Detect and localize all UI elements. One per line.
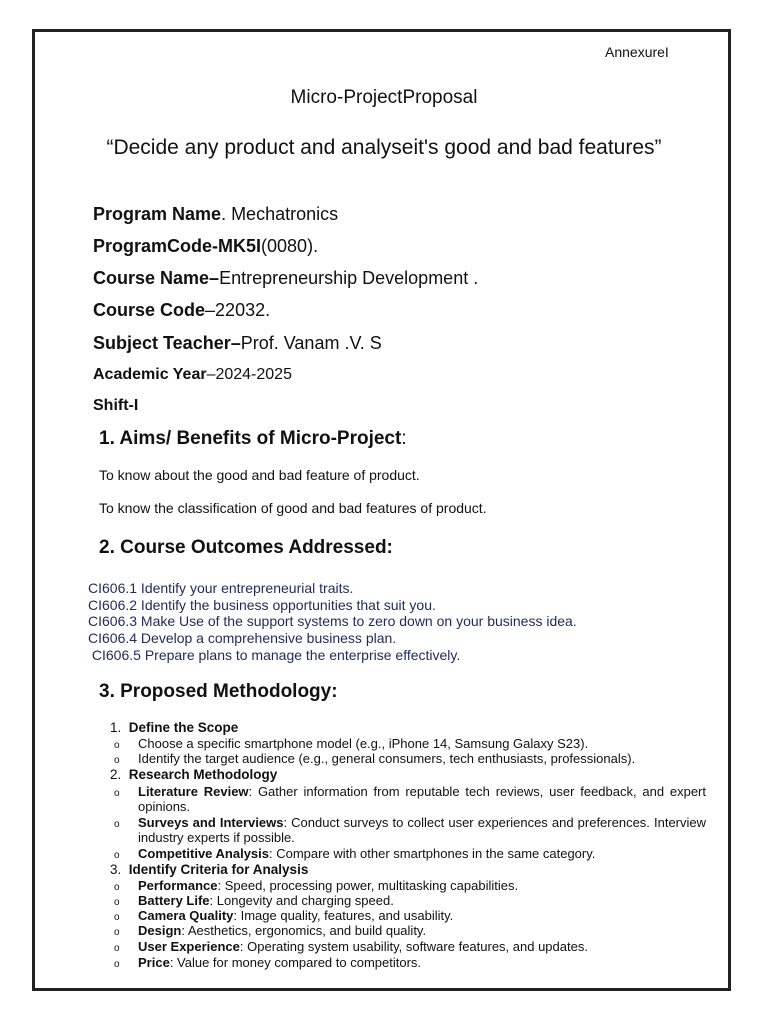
bullet-desc: : Conduct surveys to collect user experiences and preferences. Interview industry experts if possible. [138, 815, 707, 845]
outcome-item: CI606.5 Prepare plans to manage the enterprise effectively. [88, 647, 461, 663]
step-number: 2. [110, 767, 122, 782]
bullet-term: Battery Life [138, 893, 210, 908]
outcome-item: CI606.4 Develop a comprehensive business plan. [88, 630, 397, 646]
bullet-icon: o [114, 912, 120, 923]
annexure-label: AnnexureI [605, 44, 669, 60]
program-code-row [93, 236, 318, 257]
bullet-term: Literature Review [138, 784, 249, 799]
program-name-value: . Mechatronics [221, 204, 339, 224]
course-code-row [93, 300, 270, 321]
method-bullet: Identify the target audience (e.g., general consumers, tech enthusiasts, professionals). [138, 751, 636, 766]
bullet-desc: : Gather information from reputable tech reviews, user feedback, and expert opinions. [138, 784, 706, 814]
course-name-row [93, 268, 478, 289]
method-bullet [138, 815, 706, 845]
bullet-term: Surveys and Interviews [138, 815, 284, 830]
bullet-icon: o [114, 882, 120, 893]
program-code-value: (0080). [261, 236, 319, 256]
method-step [110, 720, 238, 735]
aims-heading-colon: : [401, 428, 407, 449]
bullet-desc: : Longevity and charging speed. [209, 893, 394, 908]
project-topic: “Decide any product and analyseit's good and bad features” [106, 136, 662, 159]
academic-year-label: Academic Year [93, 366, 207, 383]
bullet-icon: o [114, 897, 120, 908]
course-name-value: Entrepreneurship Development . [219, 268, 479, 288]
bullet-term: Price [138, 955, 170, 970]
program-name-label: Program Name [93, 204, 222, 224]
step-number: 3. [110, 862, 122, 877]
step-number: 1. [110, 720, 122, 735]
bullet-icon: o [114, 943, 120, 954]
bullet-desc: : Image quality, features, and usability. [233, 908, 454, 923]
bullet-icon: o [114, 819, 120, 830]
method-bullet [138, 955, 421, 970]
bullet-icon: o [114, 740, 120, 751]
bullet-icon: o [114, 755, 120, 766]
subject-teacher-row [93, 333, 382, 354]
method-bullet [138, 893, 394, 908]
program-name-row [93, 204, 338, 225]
method-bullet [138, 784, 706, 814]
document-title: Micro-ProjectProposal [290, 87, 478, 108]
bullet-desc: : Speed, processing power, multitasking capabilities. [217, 878, 519, 893]
course-code-value: –22032. [205, 300, 271, 320]
course-code-label: Course Code [93, 300, 206, 320]
step-title: Research Methodology [128, 767, 278, 782]
subject-teacher-value: Prof. Vanam .V. S [240, 333, 382, 353]
method-bullet: Choose a specific smartphone model (e.g., iPhone 14, Samsung Galaxy S23). [138, 736, 589, 751]
outcome-item: CI606.2 Identify the business opportunities that suit you. [88, 597, 436, 613]
method-bullet [138, 923, 426, 938]
section-aims-heading [99, 428, 407, 450]
shift-label: Shift-I [93, 397, 139, 414]
outcome-item: CI606.3 Make Use of the support systems to zero down on your business idea. [88, 613, 577, 629]
section-outcomes-heading: 2. Course Outcomes Addressed: [99, 537, 393, 558]
method-step [110, 862, 308, 877]
outcome-item: CI606.1 Identify your entrepreneurial traits. [88, 580, 354, 596]
academic-year-row [93, 366, 292, 384]
program-code-label: ProgramCode-MK5I [93, 236, 262, 256]
bullet-icon: o [114, 850, 120, 861]
step-title: Identify Criteria for Analysis [128, 862, 309, 877]
bullet-desc: : Aesthetics, ergonomics, and build quality. [181, 923, 427, 938]
aim-item: To know about the good and bad feature of product. [99, 467, 420, 483]
bullet-term: Performance [138, 878, 218, 893]
section-methodology-heading: 3. Proposed Methodology: [99, 681, 338, 702]
subject-teacher-label: Subject Teacher– [93, 333, 241, 353]
aim-item: To know the classification of good and bad features of product. [99, 500, 487, 516]
method-bullet [138, 908, 453, 923]
step-title: Define the Scope [128, 720, 239, 735]
aims-heading-text: 1. Aims/ Benefits of Micro-Project [99, 428, 402, 449]
course-name-label: Course Name– [93, 268, 220, 288]
bullet-term: Camera Quality [138, 908, 234, 923]
method-step [110, 767, 277, 782]
bullet-icon: o [114, 959, 120, 970]
bullet-icon: o [114, 927, 120, 938]
method-bullet [138, 939, 588, 954]
method-bullet [138, 846, 595, 861]
bullet-desc: : Operating system usability, software features, and updates. [239, 939, 588, 954]
bullet-term: Competitive Analysis [138, 846, 270, 861]
academic-year-value: –2024-2025 [206, 366, 292, 383]
bullet-desc: : Value for money compared to competitors. [169, 955, 422, 970]
bullet-term: Design [138, 923, 182, 938]
bullet-icon: o [114, 788, 120, 799]
bullet-term: User Experience [138, 939, 240, 954]
shift-row [93, 397, 138, 415]
method-bullet [138, 878, 518, 893]
bullet-desc: : Compare with other smartphones in the same category. [269, 846, 596, 861]
